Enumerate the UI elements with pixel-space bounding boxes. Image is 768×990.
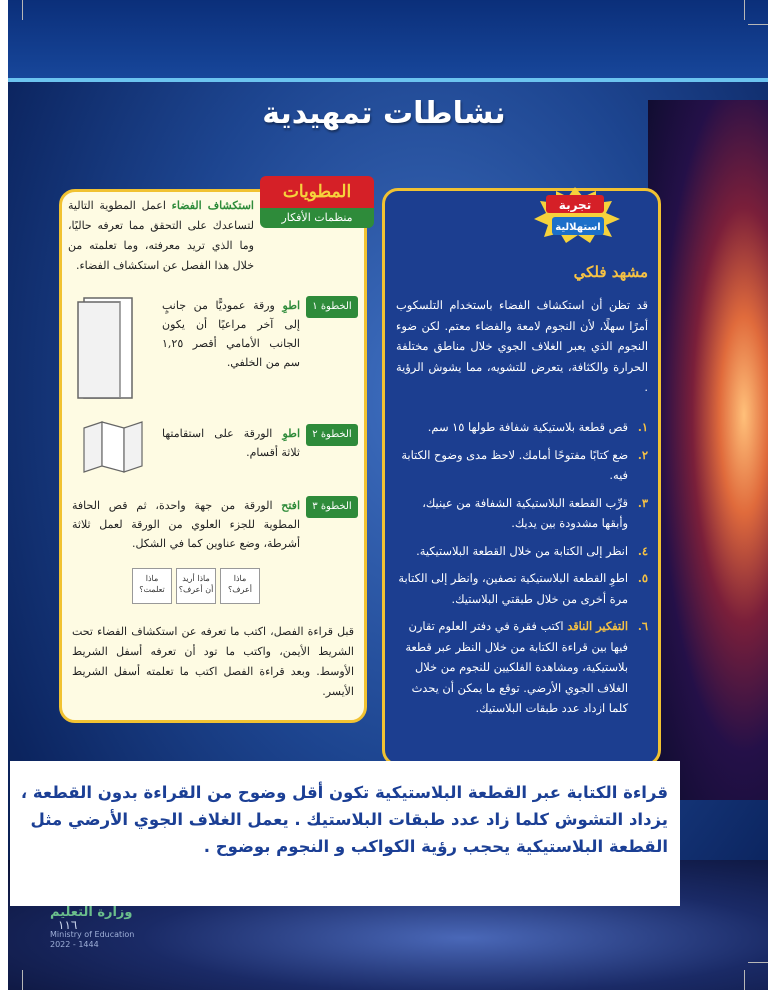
step-3-body: الورقة من جهة واحدة، ثم قص الحافة المطوية للجزء العلوي من الورقة لعمل ثلاثة أشرطة، وضع عناوين كما في الشكل. — [72, 499, 300, 550]
top-band — [8, 0, 768, 78]
nebula-image — [648, 100, 768, 800]
step-3-tag: الخطوة ٣ — [306, 496, 358, 518]
edition-year: 2022 - 1444 — [50, 940, 99, 949]
list-item — [396, 541, 648, 562]
crop-mark — [22, 0, 23, 20]
tri-fold-paper-icon — [80, 418, 146, 474]
lab-badge-line1: تجربة — [558, 198, 592, 212]
starburst-badge-icon — [530, 187, 620, 243]
crop-mark — [744, 0, 745, 20]
answer-text: قراءة الكتابة عبر القطعة البلاستيكية تكون أقل وضوح من القراءة بدون القطعة ، يزداد التشوش كلما زاد عدد طبقات البلاستيك . يعمل الغلاف الجوي الأرضي مثل القطعة البلاستيكية يحجب رؤية الكواكب و النجوم بوضوح . — [10, 761, 680, 906]
crop-mark — [748, 962, 768, 963]
tab-learned: ماذا تعلمت؟ — [132, 568, 172, 604]
crop-mark — [748, 24, 768, 25]
lab-intro: قد تظن أن استكشاف الفضاء باستخدام التلسكوب أمرًا سهلًا، لأن النجوم لامعة والفضاء معتم. لكن ضوء النجوم الذي يعبر الغلاف الجوي خلال مناطق مختلفة الحرارة والكثافة، يتعرض للتشويه، مما يشوش الرؤية . — [396, 298, 648, 394]
step-1-text — [162, 296, 300, 372]
lab-badge-line2: استهلالية — [555, 222, 601, 233]
step-2-tag: الخطوة ٢ — [306, 424, 358, 446]
step-number: ٣. — [637, 495, 648, 510]
lab-steps-list — [396, 417, 648, 726]
step-number: ٢. — [637, 447, 648, 462]
step-text: اكتب فقرة في دفتر العلوم تقارن فيها بين قراءة الكتابة من خلال النظر عبر قطعة بلاستيكية، ومشاهدة الفلكيين للنجوم من خلال الغلاف الجوي الأرضي. توقع ما يمكن أن يحدث كلما ازداد عدد طبقات البلاستيك. — [405, 619, 628, 715]
page-title: نشاطات تمهيدية — [262, 96, 506, 131]
foldables-intro-keyword: استكشاف الفضاء — [171, 199, 254, 212]
foldables-intro-text: اعمل المطوية التالية لتساعدك على التحقق مما تعرفه حاليًا، وما الذي تريد معرفته، وما تعلمته من خلال هذا الفصل عن استكشاف الفضاء. — [68, 199, 254, 272]
step-text: اطوِ القطعة البلاستيكية نصفين، وانظر إلى الكتابة مرة أخرى من خلال طبقتي البلاستيك. — [398, 571, 628, 606]
step-3-text — [72, 496, 300, 553]
foldables-badge — [260, 176, 374, 232]
tab-want-to-know: ماذا أريد أن أعرف؟ — [176, 568, 216, 604]
step-text: انظر إلى الكتابة من خلال القطعة البلاستيكية. — [416, 543, 628, 558]
list-item — [396, 417, 648, 438]
ministry-name: Ministry of Education — [50, 930, 135, 939]
foldables-badge-subtitle: منظمات الأفكار — [260, 208, 374, 228]
list-item — [396, 445, 648, 486]
step-number: ٤. — [637, 543, 648, 558]
step-1-keyword: اطوِ — [282, 299, 301, 312]
list-item — [396, 568, 648, 609]
step-number: ٦. — [637, 619, 648, 633]
list-item — [396, 616, 648, 719]
foldable-tabs-figure — [132, 568, 262, 608]
step-2-body: الورقة على استقامتها ثلاثة أقسام. — [162, 427, 300, 459]
step-number: ٥. — [637, 571, 648, 585]
lab-heading: مشهد فلكي — [573, 263, 648, 281]
launch-lab-panel — [382, 188, 661, 766]
top-divider — [8, 78, 768, 82]
crop-mark — [744, 970, 745, 990]
step-2-text — [162, 424, 300, 462]
foldables-intro — [68, 196, 254, 276]
step-1-tag: الخطوة ١ — [306, 296, 358, 318]
page-number: ١١٦ — [58, 918, 78, 932]
ministry-logo-text: وزارة التعليم — [50, 905, 133, 920]
step-3-keyword: افتح — [281, 499, 300, 512]
footer-ministry — [50, 930, 134, 950]
step-1-body: ورقة عموديًّا من جانبٍ إلى آخر مراعيًا أن يكون الجانب الأمامي أقصر ١,٢٥ سم من الخلفي. — [162, 299, 300, 369]
step-text: ضع كتابًا مفتوحًا أمامك. لاحظ مدى وضوح الكتابة فيه. — [401, 447, 628, 482]
step-text: قص قطعة بلاستيكية شفافة طولها ١٥ سم. — [427, 420, 628, 434]
list-item — [396, 493, 648, 534]
folded-paper-vertical-icon — [74, 296, 136, 402]
step-2-keyword: اطوِ — [282, 427, 300, 440]
step-text: قرِّب القطعة البلاستيكية الشفافة من عينيك، وأبقها مشدودة بين يديك. — [422, 495, 628, 530]
foldables-panel — [59, 182, 367, 723]
crop-mark — [22, 970, 23, 990]
step-number: ١. — [637, 420, 648, 434]
foldables-closing: قبل قراءة الفصل، اكتب ما تعرفه عن استكشاف الفضاء تحت الشريط الأيمن، واكتب ما تود أن تعرفه أسفل الشريط الأوسط. وبعد قراءة الفصل اكتب ما تعلمته أسفل الشريط الأيسر. — [72, 625, 354, 698]
foldables-badge-title: المطويات — [260, 176, 374, 208]
critical-thinking-label: التفكير الناقد — [567, 619, 628, 633]
tab-know: ماذا أعرف؟ — [220, 568, 260, 604]
